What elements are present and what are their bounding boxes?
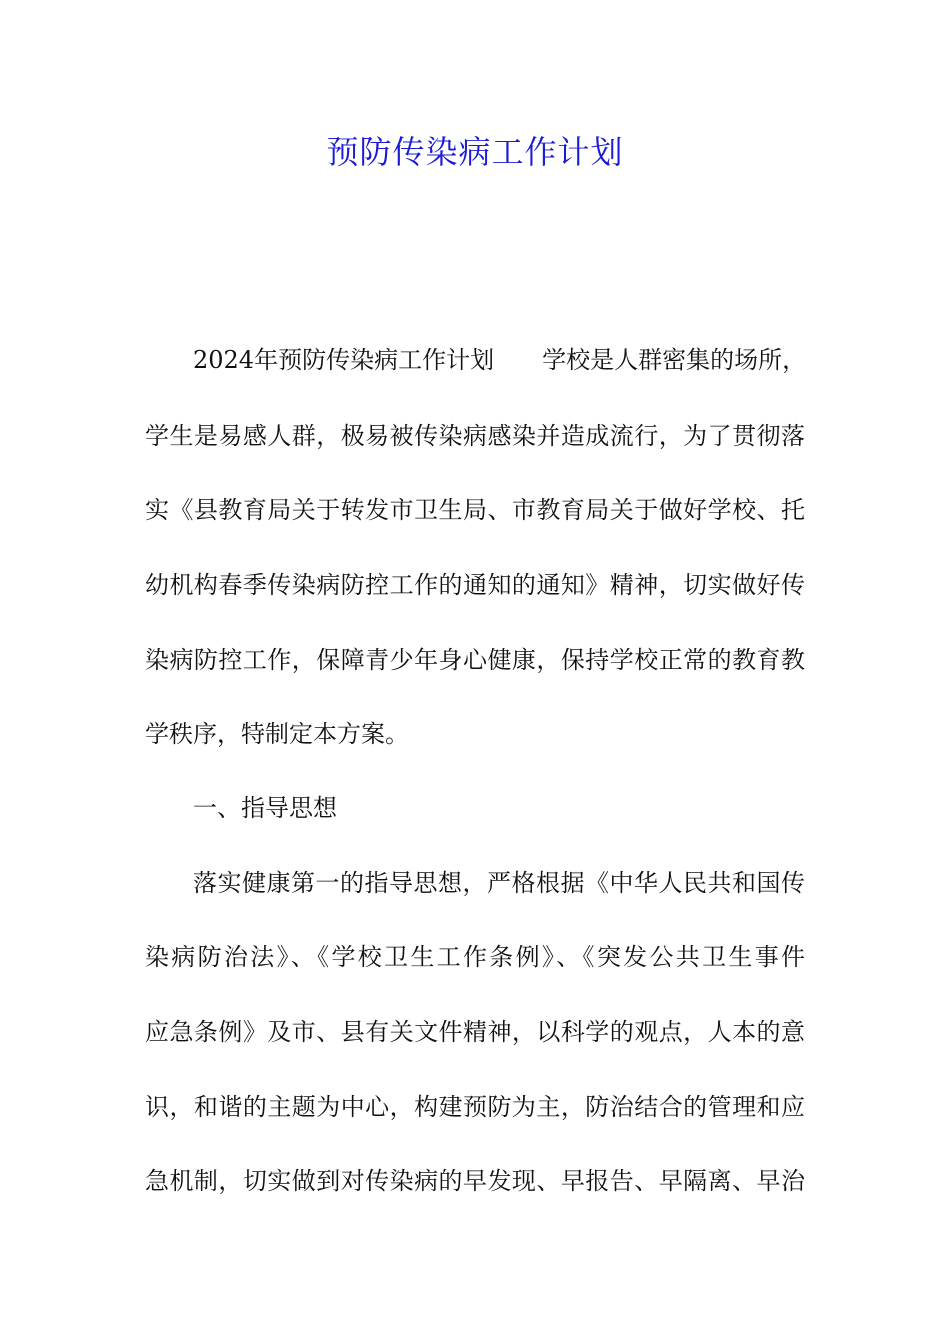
- paragraph-line: 识，和谐的主题为中心，构建预防为主，防治结合的管理和应: [145, 1093, 805, 1121]
- paragraph-line: 染病防控工作，保障青少年身心健康，保持学校正常的教育教: [145, 646, 805, 674]
- paragraph-line: 幼机构春季传染病防控工作的通知的通知》精神，切实做好传: [145, 571, 805, 599]
- paragraph-line: 急机制，切实做到对传染病的早发现、早报告、早隔离、早治: [145, 1167, 805, 1195]
- paragraph-line: 实《县教育局关于转发市卫生局、市教育局关于做好学校、托: [145, 496, 805, 524]
- document-title: 预防传染病工作计划: [326, 133, 624, 171]
- paragraph-line: 2024年预防传染病工作计划 学校是人群密集的场所，: [193, 346, 807, 374]
- section-heading: 一、指导思想: [193, 794, 337, 822]
- paragraph-line: 落实健康第一的指导思想，严格根据《中华人民共和国传: [193, 869, 805, 897]
- paragraph-line: 应急条例》及市、县有关文件精神，以科学的观点，人本的意: [145, 1018, 805, 1046]
- paragraph-line: 染病防治法》、《学校卫生工作条例》、《突发公共卫生事件: [145, 943, 805, 971]
- paragraph-line: 学生是易感人群，极易被传染病感染并造成流行，为了贯彻落: [145, 422, 805, 450]
- paragraph-line: 学秩序，特制定本方案。: [145, 720, 409, 748]
